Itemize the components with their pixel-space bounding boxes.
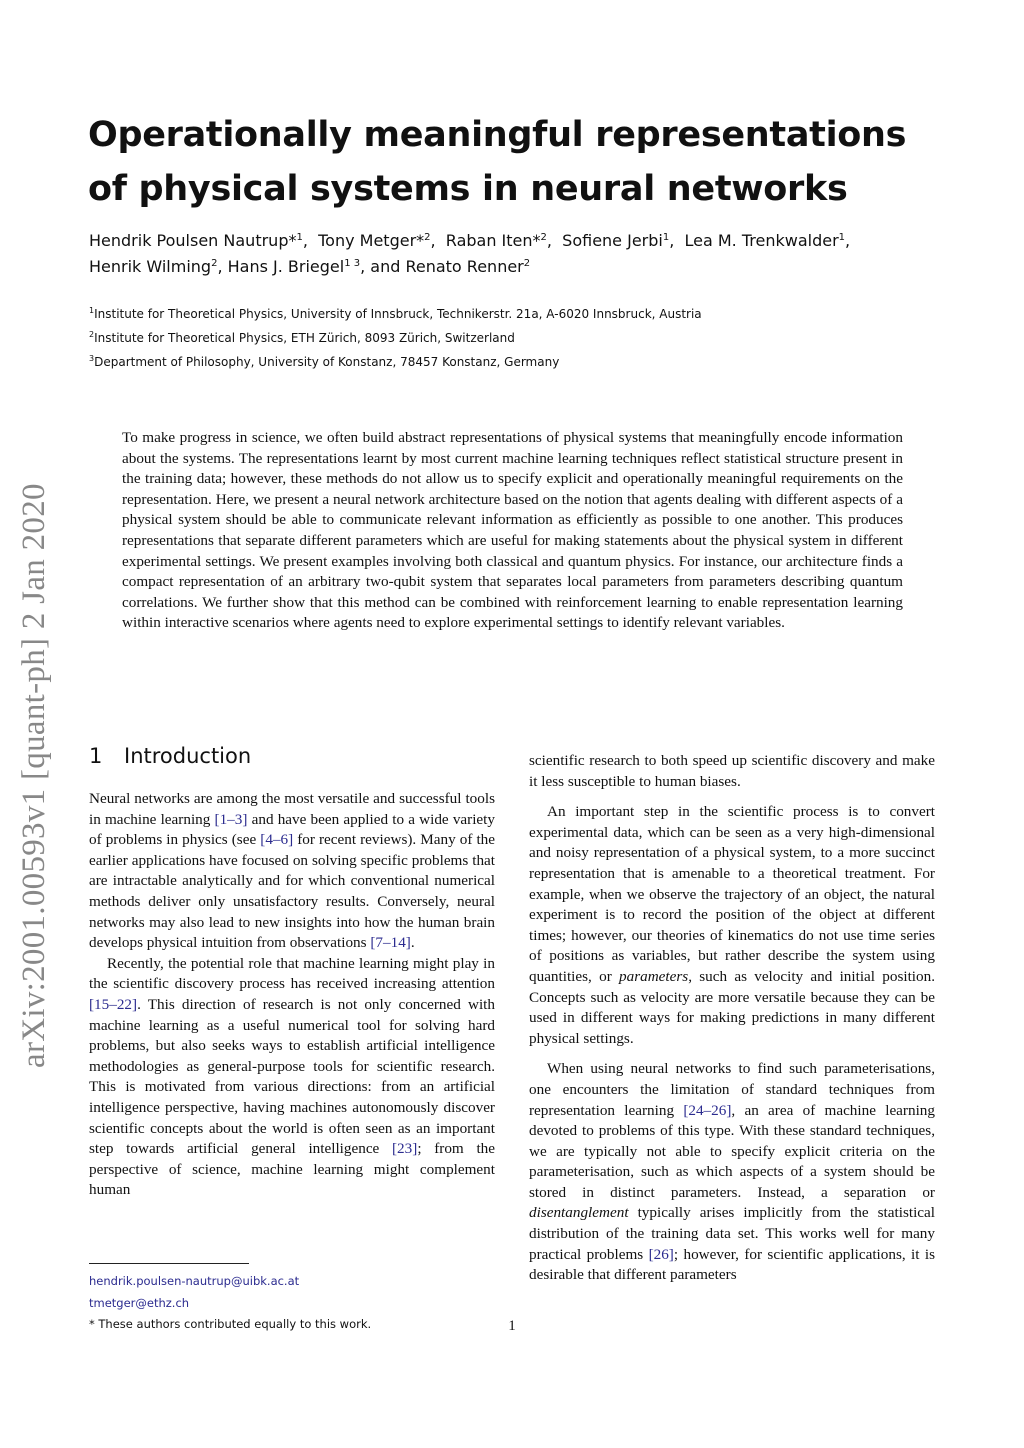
emphasis: parameters xyxy=(619,967,689,985)
citation-link[interactable]: [1–3] xyxy=(214,810,248,828)
author-name: Tony Metger* xyxy=(318,231,425,250)
paper-title xyxy=(88,108,968,216)
footnote-email-link[interactable]: tmetger@ethz.ch xyxy=(89,1295,190,1310)
author-line-2: Henrik Wilming$^2$, Hans J. Briegel$^{1 3}$, and Renato Renner$^2$ xyxy=(89,257,531,276)
author-name: Sofiene Jerbi xyxy=(562,231,663,250)
citation-link[interactable]: [26] xyxy=(648,1245,674,1263)
affiliation-marker: 1 3 xyxy=(344,258,361,269)
text-run: and have been applied to a wide variety of problems in physics (see xyxy=(89,810,495,849)
author-name: Lea M. Trenkwalder xyxy=(684,231,839,250)
footnote-divider xyxy=(89,1263,249,1264)
citation-link[interactable]: [7–14] xyxy=(370,934,411,952)
paragraph xyxy=(89,789,495,954)
citation-link[interactable]: [15–22] xyxy=(89,995,138,1013)
author-line-1: Hendrik Poulsen Nautrup*$^1$, Tony Metger*$^2$, Raban Iten*$^2$, Sofiene Jerbi$^1$, Lea M. Trenkwalder$^1$, xyxy=(89,231,851,250)
title-line-1: Operationally meaningful representations xyxy=(88,115,907,155)
text-run: Neural networks are among the most versatile and successful tools in machine learning xyxy=(89,790,495,828)
affiliation-text: Institute for Theoretical Physics, University of Innsbruck, Technikerstr. 21a, A-6020 Innsbruck, Austria xyxy=(94,307,702,321)
section-number: 1 xyxy=(89,744,103,768)
affiliation-marker: 2 xyxy=(540,232,547,243)
affiliation-marker: 2 xyxy=(211,258,218,269)
text-run: When using neural networks to find such parameterisations, one encounters the limitation of standard techniques from representation learning xyxy=(529,1060,935,1119)
abstract: To make progress in science, we often build abstract representations of physical systems that meaningfully encode information about the systems. The representations learnt by most current machine learning techniques reflect statistical structure present in the training data; however, these methods do not allow us to specify explicit and operationally meaningful requirements on the representation. Here, we present a neural network architecture based on the notion that agents dealing with different aspects of a physical system should be able to communicate relevant information as efficiently as possible to one another. This produces representations that separate different parameters which are useful for making statements about the physical system in different experimental settings. We present examples involving both classical and quantum physics. For instance, our architecture finds a compact representation of an arbitrary two-qubit system that separates local parameters from parameters describing quantum correlations. We further show that this method can be combined with reinforcement learning to enable representation learning within interactive scenarios where agents need to explore experimental settings to identify relevant variables. xyxy=(122,429,903,632)
citation-link[interactable]: [24–26] xyxy=(683,1101,732,1119)
affiliation-item xyxy=(89,302,949,326)
text-run: for recent reviews). Many of the earlier applications have focused on solving specific problems that are intractable analytically and for which conventional numerical methods deliver only unsatisfactory results. Conversely, neural networks may also lead to new insights into how the human brain develops physical intuition from observations xyxy=(89,831,496,952)
affiliation-list xyxy=(89,302,949,374)
text-run: ; from the perspective of science, machine learning might complement human xyxy=(89,1140,496,1199)
text-run: , an area of machine learning devoted to problems of this type. With these standard techniques, we are typically not able to specify explicit criteria on the parameterisation, such as which aspects of a system should be stored in distinct parameters. Instead, a separation or xyxy=(529,1101,935,1201)
affiliation-marker: 1 xyxy=(838,232,846,243)
text-run: . This direction of research is not only concerned with machine learning as a useful numerical tool for solving hard problems, but also seeks ways to establish artificial intelligence methodologies as general-purpose tools for scientific research. This is motivated from various directions: from an artificial intelligence perspective, having machines autonomously discover scientific concepts about the world is often seen as an important step towards artificial general intelligence xyxy=(89,995,495,1158)
affiliation-marker: 1 xyxy=(662,232,670,243)
section-title: Introduction xyxy=(124,744,252,768)
text-run: An important step in the scientific process is to convert experimental data, which can be seen as a very high-dimensional and noisy representation of a physical system, to a more succinct representation that is amenable to a theoretical treatment. For example, when we observe the trajectory of an object, the natural experiment is to record the position of the object at different times; however, our theories of kinematics do not use time series of positions as variables, but rather describe the system using quantities, or xyxy=(529,803,935,985)
footnote-email-link[interactable]: hendrik.poulsen-nautrup@uibk.ac.at xyxy=(89,1274,300,1288)
text-run: . xyxy=(410,934,415,952)
author-name: and Renato Renner xyxy=(370,257,524,276)
page-number: 1 xyxy=(508,1318,516,1334)
author-name: Hans J. Briegel xyxy=(227,257,345,276)
affiliation-marker: 1 xyxy=(296,232,303,243)
author-list xyxy=(89,228,949,280)
text-run: , such as velocity and initial position. Concepts such as velocity are more versatile because they can be used in different ways for making predictions in many different physical settings. xyxy=(529,967,935,1047)
text-run: ; however, for scientific applications, it is desirable that different parameters xyxy=(529,1245,935,1284)
author-name: Henrik Wilming xyxy=(89,257,212,276)
title-line-2: of physical systems in neural networks xyxy=(88,169,848,209)
affiliation-text: Department of Philosophy, University of Konstanz, 78457 Konstanz, Germany xyxy=(94,355,560,369)
citation-link[interactable]: [23] xyxy=(392,1140,418,1158)
paragraph: scientific research to both speed up scientific discovery and make it less susceptible to human biases. xyxy=(529,752,935,790)
affiliation-text: Institute for Theoretical Physics, ETH Zürich, 8093 Zürich, Switzerland xyxy=(94,331,515,345)
affiliation-number: 2 xyxy=(89,330,95,339)
emphasis: disentanglement xyxy=(529,1204,629,1222)
paragraph xyxy=(529,1059,935,1286)
text-run: Recently, the potential role that machine learning might play in the scientific discovery process has received increasing attention xyxy=(89,954,495,993)
text-run: typically arises implicitly from the statistical distribution of the training data set. This works well for many practical problems xyxy=(529,1204,935,1263)
section-heading xyxy=(89,744,251,768)
right-column xyxy=(529,751,935,1286)
paragraph xyxy=(529,802,935,1049)
citation-link[interactable]: [4–6] xyxy=(260,831,294,849)
footnote-equal-contribution: * These authors contributed equally to this work. xyxy=(89,1317,372,1331)
affiliation-number: 1 xyxy=(89,306,95,315)
author-name: Hendrik Poulsen Nautrup* xyxy=(89,231,297,250)
affiliation-marker: 2 xyxy=(424,232,431,243)
arxiv-identifier-stamp: arXiv:2001.00593v1 [quant-ph] 2 Jan 2020 xyxy=(16,483,52,1068)
affiliation-number: 3 xyxy=(89,354,95,363)
affiliation-marker: 2 xyxy=(523,258,531,269)
affiliation-item xyxy=(89,350,949,374)
paragraph xyxy=(89,954,495,1201)
affiliation-item xyxy=(89,326,949,350)
author-name: Raban Iten* xyxy=(445,231,541,250)
left-column xyxy=(89,789,495,1201)
